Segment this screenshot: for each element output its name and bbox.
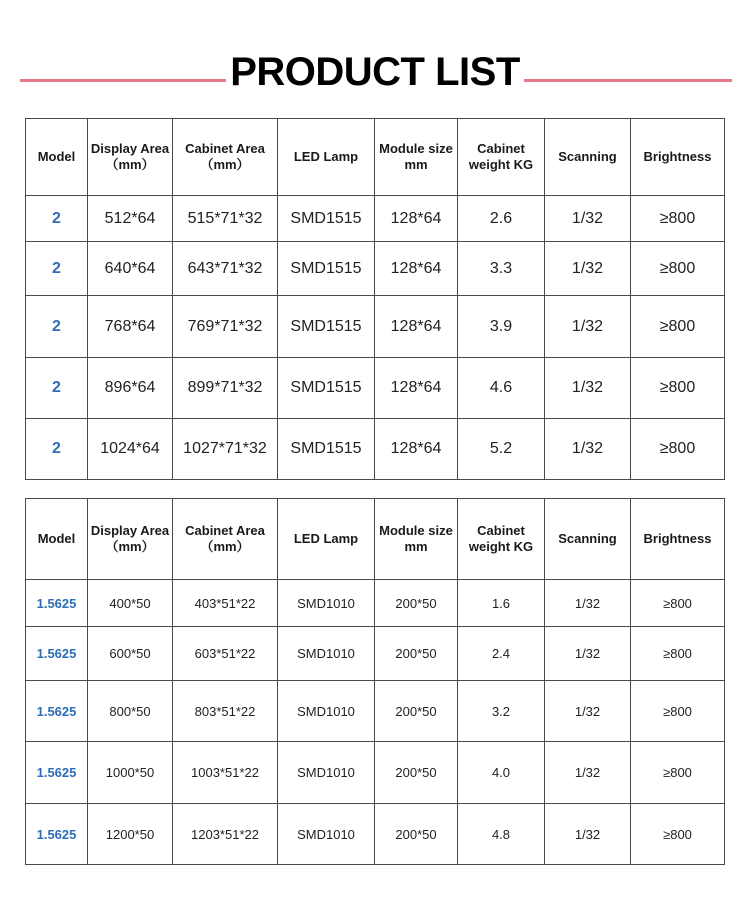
- cell-scanning: 1/32: [545, 681, 631, 742]
- cell-cabinet-weight: 4.6: [458, 358, 545, 419]
- cell-model: 1.5625: [26, 580, 88, 627]
- cell-display-area: 800*50: [88, 681, 173, 742]
- cell-model: 1.5625: [26, 804, 88, 865]
- cell-cabinet-weight: 4.0: [458, 742, 545, 804]
- cell-brightness: ≥800: [631, 681, 725, 742]
- table-row: [26, 742, 725, 804]
- cell-cabinet-area: 803*51*22: [173, 681, 278, 742]
- header-scanning: Scanning: [545, 499, 631, 580]
- cell-led-lamp: SMD1010: [278, 627, 375, 681]
- cell-model: 1.5625: [26, 742, 88, 804]
- header-model: Model: [26, 499, 88, 580]
- table-row: [26, 580, 725, 627]
- header-brightness: Brightness: [631, 119, 725, 196]
- table-row: [26, 804, 725, 865]
- cell-brightness: ≥800: [631, 196, 725, 242]
- cell-scanning: 1/32: [545, 580, 631, 627]
- cell-model: 2: [26, 296, 88, 358]
- cell-cabinet-weight: 4.8: [458, 804, 545, 865]
- cell-brightness: ≥800: [631, 627, 725, 681]
- cell-brightness: ≥800: [631, 419, 725, 480]
- cell-scanning: 1/32: [545, 419, 631, 480]
- cell-cabinet-weight: 1.6: [458, 580, 545, 627]
- table-row: [26, 296, 725, 358]
- cell-module-size: 128*64: [375, 242, 458, 296]
- cell-cabinet-area: 1027*71*32: [173, 419, 278, 480]
- cell-scanning: 1/32: [545, 742, 631, 804]
- header-cabinet-area: Cabinet Area（mm）: [173, 499, 278, 580]
- cell-led-lamp: SMD1010: [278, 580, 375, 627]
- cell-led-lamp: SMD1515: [278, 419, 375, 480]
- cell-model: 2: [26, 196, 88, 242]
- cell-led-lamp: SMD1010: [278, 742, 375, 804]
- header-led-lamp: LED Lamp: [278, 499, 375, 580]
- cell-cabinet-area: 1203*51*22: [173, 804, 278, 865]
- table-row: [26, 196, 725, 242]
- page-header: [0, 44, 750, 100]
- cell-model: 2: [26, 419, 88, 480]
- cell-cabinet-area: 643*71*32: [173, 242, 278, 296]
- product-table-smd1010: [25, 498, 725, 865]
- cell-module-size: 128*64: [375, 296, 458, 358]
- header-cabinet-weight: Cabinet weight KG: [458, 119, 545, 196]
- table-header-row: [26, 119, 725, 196]
- cell-display-area: 1200*50: [88, 804, 173, 865]
- cell-brightness: ≥800: [631, 296, 725, 358]
- cell-scanning: 1/32: [545, 804, 631, 865]
- cell-cabinet-area: 899*71*32: [173, 358, 278, 419]
- header-brightness: Brightness: [631, 499, 725, 580]
- cell-led-lamp: SMD1515: [278, 242, 375, 296]
- cell-scanning: 1/32: [545, 242, 631, 296]
- cell-module-size: 200*50: [375, 804, 458, 865]
- cell-display-area: 640*64: [88, 242, 173, 296]
- table-row: [26, 242, 725, 296]
- header-scanning: Scanning: [545, 119, 631, 196]
- cell-cabinet-area: 603*51*22: [173, 627, 278, 681]
- table-row: [26, 627, 725, 681]
- cell-module-size: 200*50: [375, 681, 458, 742]
- title-divider-left: [20, 79, 226, 82]
- cell-cabinet-area: 403*51*22: [173, 580, 278, 627]
- cell-brightness: ≥800: [631, 804, 725, 865]
- cell-display-area: 400*50: [88, 580, 173, 627]
- cell-cabinet-weight: 3.9: [458, 296, 545, 358]
- cell-brightness: ≥800: [631, 742, 725, 804]
- cell-module-size: 128*64: [375, 419, 458, 480]
- cell-scanning: 1/32: [545, 296, 631, 358]
- cell-brightness: ≥800: [631, 358, 725, 419]
- cell-led-lamp: SMD1515: [278, 358, 375, 419]
- header-module-size: Module size mm: [375, 119, 458, 196]
- cell-display-area: 1000*50: [88, 742, 173, 804]
- page-title: PRODUCT LIST: [230, 50, 520, 94]
- table-row: [26, 358, 725, 419]
- header-module-size: Module size mm: [375, 499, 458, 580]
- cell-scanning: 1/32: [545, 627, 631, 681]
- title-divider-right: [524, 79, 732, 82]
- header-led-lamp: LED Lamp: [278, 119, 375, 196]
- header-display-area: Display Area（mm）: [88, 119, 173, 196]
- cell-cabinet-weight: 2.6: [458, 196, 545, 242]
- cell-model: 1.5625: [26, 627, 88, 681]
- cell-model: 2: [26, 358, 88, 419]
- cell-cabinet-area: 515*71*32: [173, 196, 278, 242]
- cell-module-size: 200*50: [375, 627, 458, 681]
- table-row: [26, 681, 725, 742]
- header-model: Model: [26, 119, 88, 196]
- cell-cabinet-weight: 2.4: [458, 627, 545, 681]
- cell-display-area: 512*64: [88, 196, 173, 242]
- cell-model: 2: [26, 242, 88, 296]
- cell-module-size: 128*64: [375, 196, 458, 242]
- cell-brightness: ≥800: [631, 242, 725, 296]
- cell-display-area: 896*64: [88, 358, 173, 419]
- cell-model: 1.5625: [26, 681, 88, 742]
- cell-cabinet-weight: 5.2: [458, 419, 545, 480]
- cell-display-area: 600*50: [88, 627, 173, 681]
- cell-scanning: 1/32: [545, 358, 631, 419]
- cell-display-area: 1024*64: [88, 419, 173, 480]
- cell-module-size: 200*50: [375, 742, 458, 804]
- header-cabinet-area: Cabinet Area（mm）: [173, 119, 278, 196]
- cell-led-lamp: SMD1010: [278, 681, 375, 742]
- table-row: [26, 419, 725, 480]
- table-header-row: [26, 499, 725, 580]
- cell-led-lamp: SMD1515: [278, 196, 375, 242]
- cell-scanning: 1/32: [545, 196, 631, 242]
- cell-module-size: 200*50: [375, 580, 458, 627]
- cell-cabinet-area: 769*71*32: [173, 296, 278, 358]
- cell-cabinet-weight: 3.3: [458, 242, 545, 296]
- product-table-smd1515: [25, 118, 725, 480]
- cell-display-area: 768*64: [88, 296, 173, 358]
- cell-module-size: 128*64: [375, 358, 458, 419]
- cell-cabinet-weight: 3.2: [458, 681, 545, 742]
- header-cabinet-weight: Cabinet weight KG: [458, 499, 545, 580]
- header-display-area: Display Area（mm）: [88, 499, 173, 580]
- cell-cabinet-area: 1003*51*22: [173, 742, 278, 804]
- cell-led-lamp: SMD1010: [278, 804, 375, 865]
- cell-brightness: ≥800: [631, 580, 725, 627]
- cell-led-lamp: SMD1515: [278, 296, 375, 358]
